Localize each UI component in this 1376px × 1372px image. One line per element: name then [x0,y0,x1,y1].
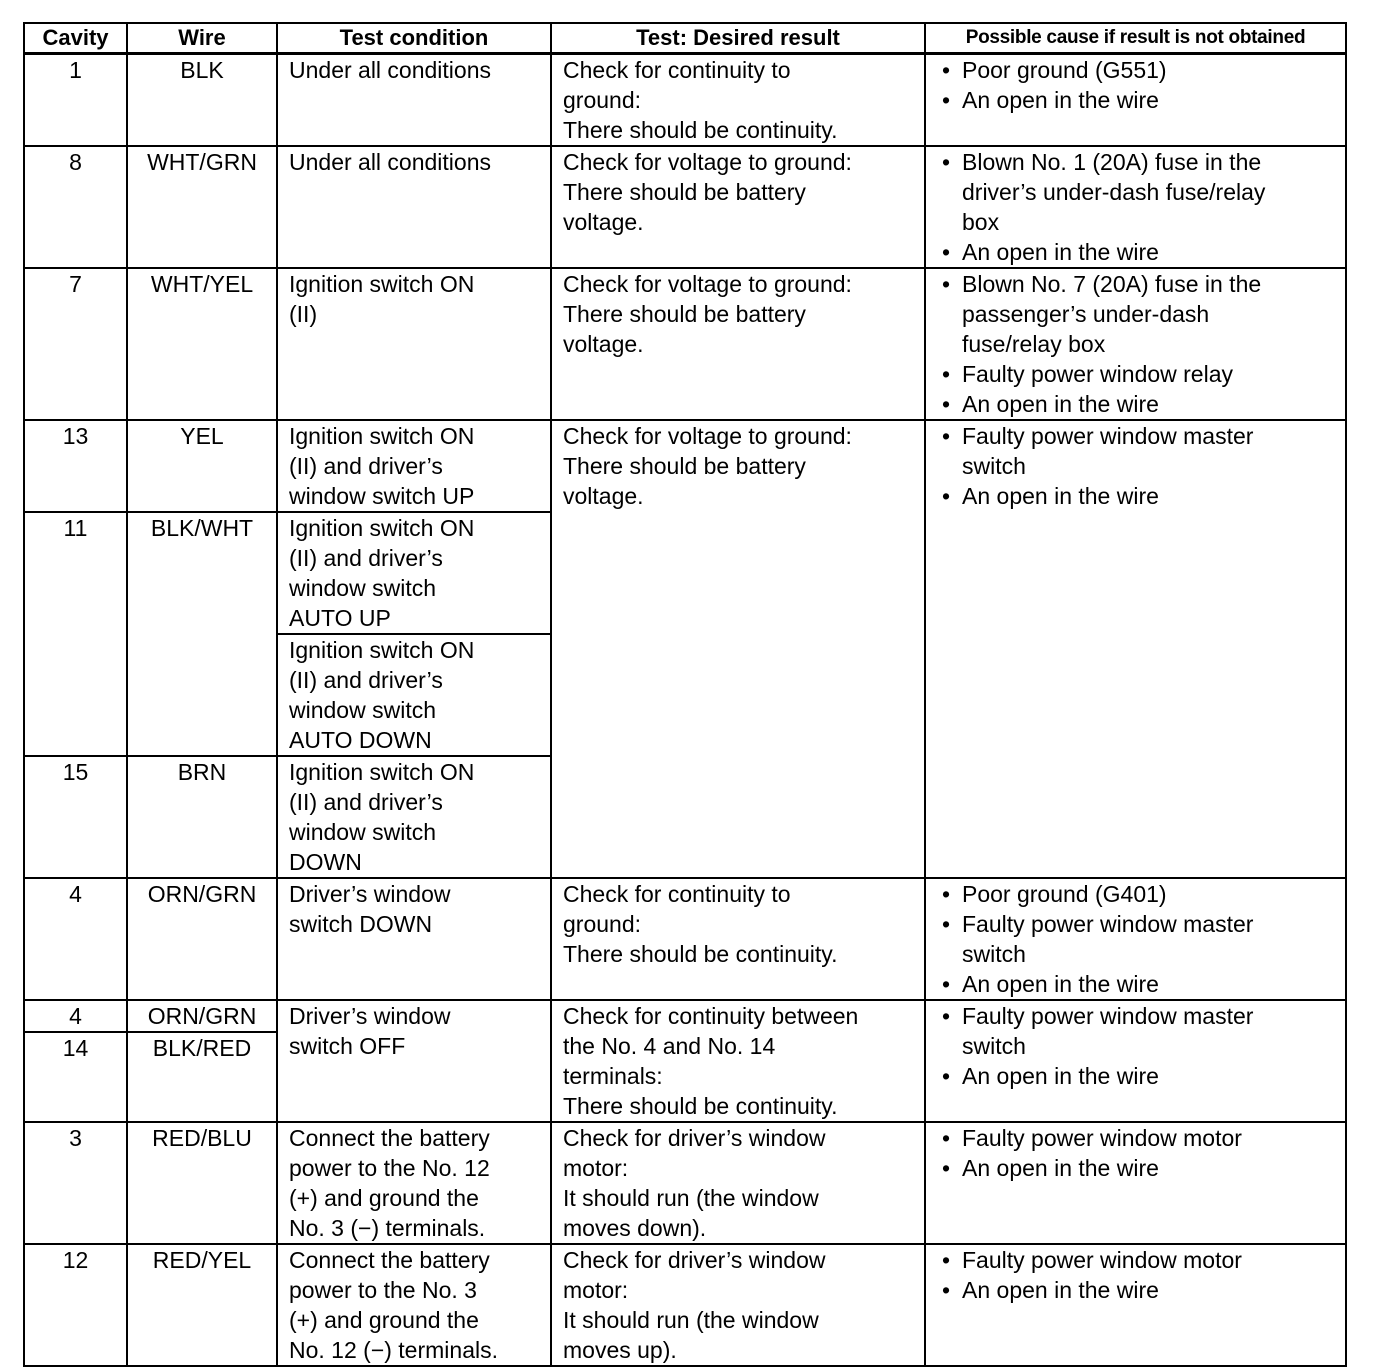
condition-line: Connect the battery [289,1247,490,1273]
result-cell [551,1244,925,1366]
cause-item [942,237,1345,267]
condition-cell [277,1122,551,1244]
result-line: Check for voltage to ground: [563,149,852,175]
condition-cell [277,634,551,756]
wire-cell: BLK [127,54,277,147]
result-line: moves up). [563,1337,677,1363]
cause-item [942,1245,1345,1275]
cavity-cell: 3 [24,1122,127,1244]
condition-cell [277,268,551,420]
cause-line: • Poor ground (G551) [962,57,1167,83]
cause-line: • Faulty power window master [962,1003,1254,1029]
condition-line: (+) and ground the [289,1307,479,1333]
result-line: There should be continuity. [563,1093,838,1119]
condition-line: Ignition switch ON [289,423,475,449]
cavity-cell: 11 [24,512,127,756]
condition-line: Under all conditions [289,57,492,83]
cause-item [942,147,1345,237]
condition-line: (+) and ground the [289,1185,479,1211]
condition-line: window switch UP [289,483,475,509]
cause-cell [925,1000,1346,1122]
table-row [24,1000,1346,1032]
header-row [24,23,1346,54]
condition-line: Ignition switch ON [289,759,475,785]
cavity-cell: 4 [24,878,127,1000]
cause-item [942,969,1345,999]
result-cell [551,268,925,420]
cause-line: • An open in the wire [962,1277,1159,1303]
condition-line: DOWN [289,849,362,875]
cause-item [942,85,1345,115]
result-line: voltage. [563,483,644,509]
result-line: voltage. [563,331,644,357]
condition-line: (II) and driver’s [289,453,443,479]
condition-line: power to the No. 12 [289,1155,490,1181]
result-line: Check for voltage to ground: [563,271,852,297]
cause-item [942,1001,1345,1061]
result-line: There should be continuity. [563,117,838,143]
header-test-condition: Test condition [277,23,551,54]
wire-cell: ORN/GRN [127,878,277,1000]
condition-cell [277,878,551,1000]
cause-item [942,909,1345,969]
cause-line: • Blown No. 7 (20A) fuse in the [962,271,1262,297]
cause-line: fuse/relay box [962,331,1106,357]
wire-cell: BLK/RED [127,1032,277,1122]
cause-item [942,481,1345,511]
cause-line: • Poor ground (G401) [962,881,1167,907]
condition-cell [277,54,551,147]
cause-line: • An open in the wire [962,391,1159,417]
cause-item [942,1123,1345,1153]
table-row [24,268,1346,420]
cause-cell [925,1244,1346,1366]
cause-item [942,879,1345,909]
result-line: Check for continuity to [563,57,791,83]
condition-line: AUTO UP [289,605,391,631]
cause-item [942,269,1345,359]
condition-cell [277,756,551,878]
troubleshooting-table-sheet [23,22,1345,1363]
cause-item [942,1275,1345,1305]
table-row [24,146,1346,268]
result-line: It should run (the window [563,1185,819,1211]
cause-line: • An open in the wire [962,1063,1159,1089]
result-cell [551,1122,925,1244]
header-wire: Wire [127,23,277,54]
cavity-cell: 13 [24,420,127,512]
cause-item [942,55,1345,85]
cause-line: • Faulty power window relay [962,361,1234,387]
cause-line: • An open in the wire [962,87,1159,113]
cause-line: • Blown No. 1 (20A) fuse in the [962,149,1262,175]
result-line: There should be continuity. [563,941,838,967]
condition-cell [277,1244,551,1366]
cause-line: • An open in the wire [962,971,1159,997]
result-cell [551,146,925,268]
condition-line: window switch [289,697,436,723]
cause-line: • An open in the wire [962,239,1159,265]
cause-line: • Faulty power window motor [962,1125,1242,1151]
table-row [24,1122,1346,1244]
wire-cell: RED/YEL [127,1244,277,1366]
cause-line: • Faulty power window master [962,423,1254,449]
cause-line: switch [962,941,1026,967]
wire-cell: ORN/GRN [127,1000,277,1032]
result-line: Check for voltage to ground: [563,423,852,449]
cause-line: • An open in the wire [962,1155,1159,1181]
result-cell [551,878,925,1000]
wire-cell: YEL [127,420,277,512]
result-line: moves down). [563,1215,707,1241]
cavity-cell: 7 [24,268,127,420]
cavity-test-table [23,22,1347,1367]
cause-line: • An open in the wire [962,483,1159,509]
condition-line: window switch [289,575,436,601]
cavity-cell: 4 [24,1000,127,1032]
condition-line: No. 12 (−) terminals. [289,1337,498,1363]
cause-cell [925,146,1346,268]
cause-line: • Faulty power window motor [962,1247,1242,1273]
cause-line: switch [962,453,1026,479]
condition-line: switch DOWN [289,911,433,937]
cavity-cell: 1 [24,54,127,147]
condition-line: window switch [289,819,436,845]
result-cell [551,54,925,147]
cause-item [942,1061,1345,1091]
result-line: the No. 4 and No. 14 [563,1033,776,1059]
condition-line: Driver’s window [289,881,451,907]
condition-cell [277,1000,551,1122]
result-cell [551,420,925,878]
result-line: Check for driver’s window [563,1125,826,1151]
table-row [24,54,1346,147]
header-possible-cause: Possible cause if result is not obtained [925,23,1346,54]
cause-cell [925,420,1346,878]
cavity-cell: 8 [24,146,127,268]
cause-line: passenger’s under-dash [962,301,1210,327]
table-row [24,878,1346,1000]
wire-cell: RED/BLU [127,1122,277,1244]
cause-line: • Faulty power window master [962,911,1254,937]
cause-cell [925,1122,1346,1244]
result-line: ground: [563,911,642,937]
cause-cell [925,878,1346,1000]
result-line: Check for continuity between [563,1003,859,1029]
cause-item [942,421,1345,481]
result-line: terminals: [563,1063,663,1089]
result-line: Check for continuity to [563,881,791,907]
condition-line: (II) and driver’s [289,545,443,571]
cause-cell [925,54,1346,147]
result-line: There should be battery [563,301,806,327]
condition-line: power to the No. 3 [289,1277,477,1303]
result-line: It should run (the window [563,1307,819,1333]
result-line: There should be battery [563,179,806,205]
table-row [24,420,1346,512]
cause-line: switch [962,1033,1026,1059]
condition-cell [277,146,551,268]
condition-cell [277,420,551,512]
wire-cell: WHT/GRN [127,146,277,268]
condition-line: Connect the battery [289,1125,490,1151]
cavity-cell: 14 [24,1032,127,1122]
condition-line: No. 3 (−) terminals. [289,1215,486,1241]
result-line: Check for driver’s window [563,1247,826,1273]
cause-item [942,359,1345,389]
condition-line: Ignition switch ON [289,515,475,541]
condition-line: Driver’s window [289,1003,451,1029]
wire-cell: BRN [127,756,277,878]
condition-line: (II) [289,301,318,327]
cause-cell [925,268,1346,420]
table-row [24,1244,1346,1366]
result-line: motor: [563,1277,629,1303]
condition-line: Ignition switch ON [289,637,475,663]
cause-line: box [962,209,1000,235]
condition-line: AUTO DOWN [289,727,432,753]
condition-line: Ignition switch ON [289,271,475,297]
condition-cell [277,512,551,634]
cause-item [942,1153,1345,1183]
wire-cell: BLK/WHT [127,512,277,756]
condition-line: Under all conditions [289,149,492,175]
result-cell [551,1000,925,1122]
result-line: ground: [563,87,642,113]
condition-line: (II) and driver’s [289,667,443,693]
result-line: There should be battery [563,453,806,479]
cause-line: driver’s under-dash fuse/relay [962,179,1266,205]
cavity-cell: 15 [24,756,127,878]
result-line: motor: [563,1155,629,1181]
wire-cell: WHT/YEL [127,268,277,420]
condition-line: switch OFF [289,1033,406,1059]
result-line: voltage. [563,209,644,235]
header-cavity: Cavity [24,23,127,54]
cavity-cell: 12 [24,1244,127,1366]
cause-item [942,389,1345,419]
condition-line: (II) and driver’s [289,789,443,815]
header-desired-result: Test: Desired result [551,23,925,54]
